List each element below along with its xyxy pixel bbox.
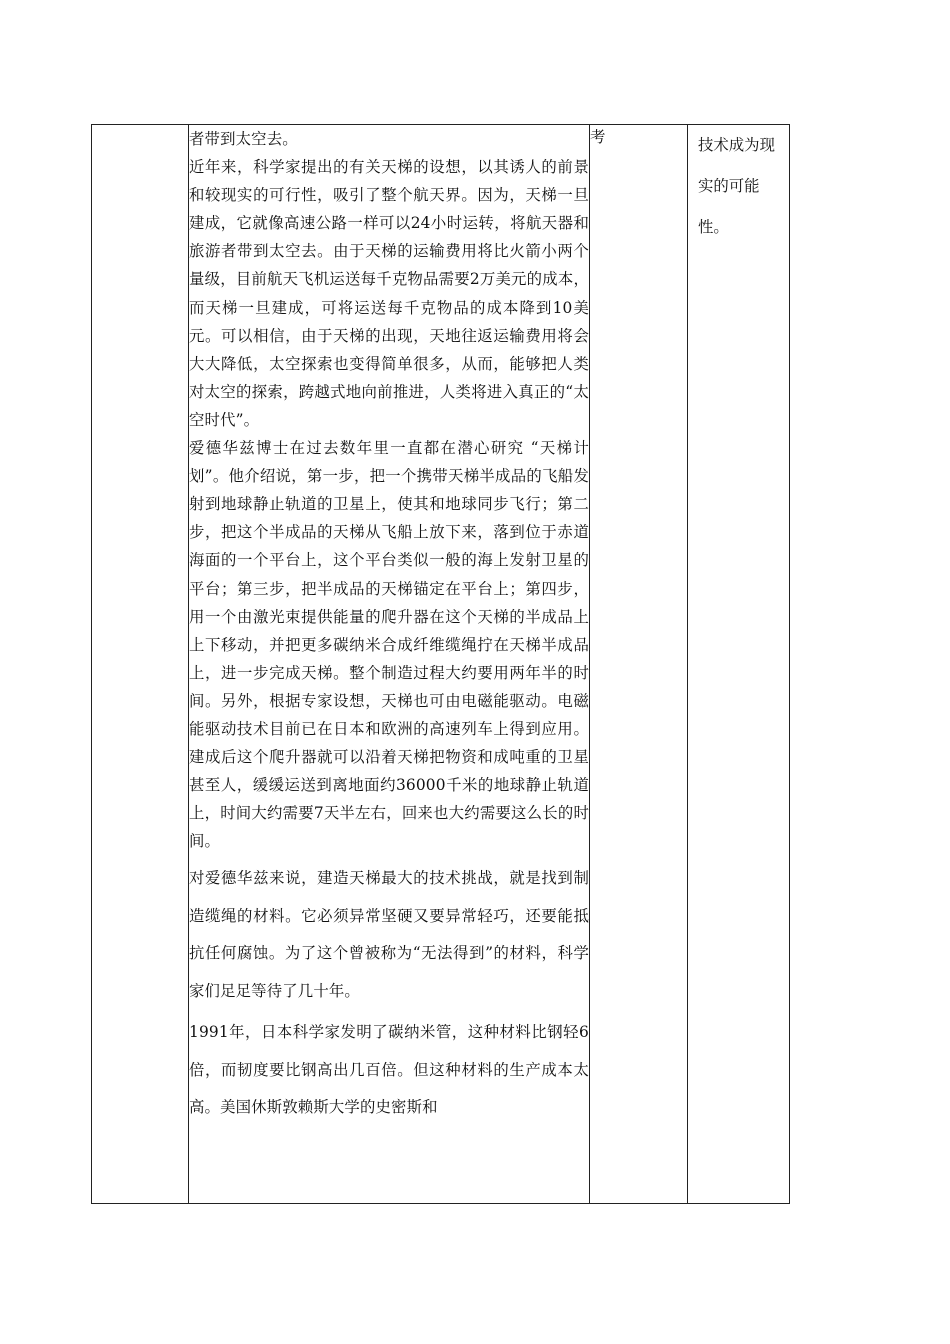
column-4-text: 技术成为现实的可能性。 [698, 136, 775, 236]
main-text-cell [189, 125, 590, 1204]
table-cell-empty [92, 125, 189, 1204]
paragraph-4: 对爱德华兹来说，建造天梯最大的技术挑战，就是找到制造缆绳的材料。它必须异常坚硬又要异常轻巧，还要能抵抗任何腐蚀。为了这个曾被称为“无法得到”的材料，科学家们足足等待了几十年。 [189, 869, 589, 1000]
document-table [91, 124, 790, 1204]
column-3-cell: 考 [590, 125, 688, 1204]
paragraph-2: 近年来，科学家提出的有关天梯的设想，以其诱人的前景和较现实的可行性，吸引了整个航天界。因为，天梯一旦建成，它就像高速公路一样可以24小时运转，将航天器和旅游者带到太空去。由于天梯的运输费用将比火箭小两个量级，目前航天飞机运送每千克物品需要2万美元的成本，而天梯一旦建成，可将运送每千克物品的成本降到10美元。可以相信，由于天梯的出现，天地往返运输费用将会大大降低，太空探索也变得简单很多，从而，能够把人类对太空的探索，跨越式地向前推进，人类将进入真正的“太空时代”。 [189, 158, 589, 429]
paragraph-1: 者带到太空去。 [189, 130, 298, 148]
column-4-cell [688, 125, 790, 1204]
paragraph-3: 爱德华兹博士在过去数年里一直都在潜心研究 “天梯计划”。他介绍说，第一步，把一个携带天梯半成品的飞船发射到地球静止轨道的卫星上，使其和地球同步飞行；第二步，把这个半成品的天梯从飞船上放下来，落到位于赤道海面的一个平台上，这个平台类似一般的海上发射卫星的平台；第三步，把半成品的天梯锚定在平台上；第四步，用一个由激光束提供能量的爬升器在这个天梯的半成品上上下移动，并把更多碳纳米合成纤维缆绳拧在天梯半成品上，进一步完成天梯。整个制造过程大约要用两年半的时间。另外，根据专家设想，天梯也可由电磁能驱动。电磁能驱动技术目前已在日本和欧洲的高速列车上得到应用。建成后这个爬升器就可以沿着天梯把物资和成吨重的卫星甚至人，缓缓运送到离地面约36000千米的地球静止轨道上，时间大约需要7天半左右，回来也大约需要这么长的时间。 [189, 439, 589, 851]
paragraph-5: 1991年，日本科学家发明了碳纳米管，这种材料比钢轻6倍，而韧度要比钢高出几百倍。但这种材料的生产成本太高。美国休斯敦赖斯大学的史密斯和 [189, 1023, 589, 1117]
table-row [92, 125, 790, 1204]
